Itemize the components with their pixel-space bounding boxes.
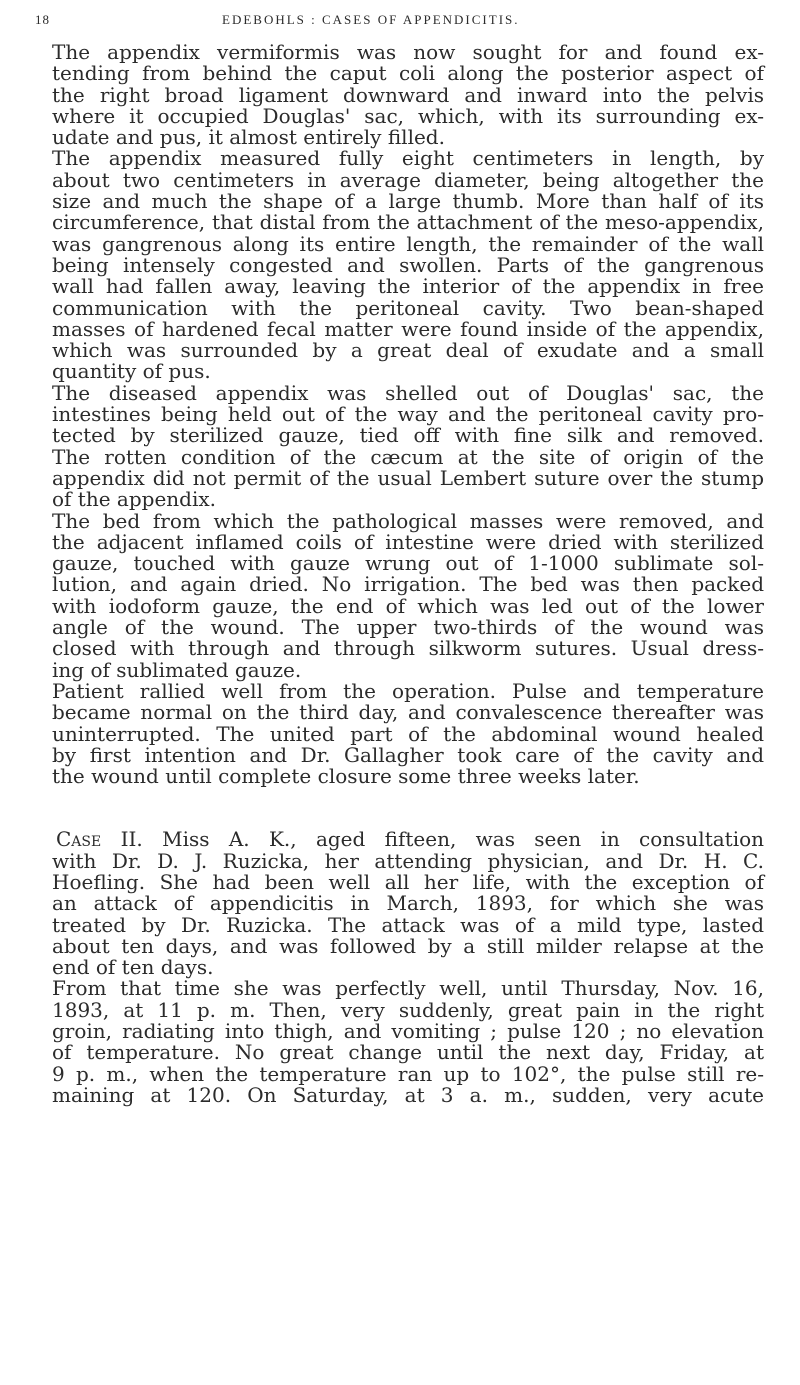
text-line: tected by sterilized gauze, tied off with fine silk and removed.	[52, 423, 764, 448]
text-line: the right broad ligament downward and inward into the pelvis	[52, 82, 764, 107]
paragraph	[52, 508, 764, 682]
text-line: circumference, that distal from the attachment of the meso-appendix,	[52, 210, 764, 235]
paragraph	[52, 829, 764, 978]
running-head: EDEBOHLS : CASES OF APPENDICITIS.	[222, 12, 520, 27]
text-line: of the appendix.	[52, 487, 216, 512]
text-line: 9 p. m., when the temperature ran up to 102°, the pulse still re-	[52, 1061, 764, 1086]
text-line: with iodoform gauze, the end of which was led out of the lower	[52, 593, 764, 618]
text-line: 1893, at 11 p. m. Then, very suddenly, great pain in the right	[52, 997, 764, 1022]
text-line: about two centimeters in average diameter, being altogether the	[52, 167, 764, 192]
paragraph	[52, 678, 764, 789]
case-ii-section	[52, 829, 764, 1106]
text-line: size and much the shape of a large thumb. More than half of its	[52, 189, 764, 214]
text-line: uninterrupted. The united part of the abdominal wound healed	[52, 721, 764, 746]
text-line: groin, radiating into thigh, and vomiting ; pulse 120 ; no elevation	[52, 1019, 764, 1044]
paragraph	[52, 978, 764, 1106]
text-line: The rotten condition of the cæcum at the site of origin of the	[52, 444, 764, 469]
page-header	[35, 12, 755, 32]
text-line: quantity of pus.	[52, 359, 211, 384]
text-line: Hoefling. She had been well all her life, with the exception of	[52, 869, 764, 894]
text-line: The appendix measured fully eight centimeters in length, by	[52, 146, 764, 171]
section-gap	[52, 787, 764, 829]
page-number: 18	[35, 12, 50, 27]
text-line: lution, and again dried. No irrigation. The bed was then packed	[52, 572, 764, 597]
text-line: became normal on the third day, and convalescence thereafter was	[52, 700, 764, 725]
text-line: The bed from which the pathological masses were removed, and	[52, 508, 764, 533]
text-line: ing of sublimated gauze.	[52, 657, 302, 682]
text-line: of temperature. No great change until the next day, Friday, at	[52, 1040, 764, 1065]
text-line: The appendix vermiformis was now sought for and found ex-	[52, 40, 764, 64]
text-line: the wound until complete closure some three weeks later.	[52, 764, 640, 789]
text-line: tending from behind the caput coli along the posterior aspect of	[52, 61, 764, 86]
text-line: where it occupied Douglas' sac, which, with its surrounding ex-	[52, 103, 764, 128]
text-line: gauze, touched with gauze wrung out of 1-1000 sublimate sol-	[52, 551, 764, 576]
text-line: which was surrounded by a great deal of exudate and a small	[52, 338, 764, 363]
text-line: treated by Dr. Ruzicka. The attack was of a mild type, lasted	[52, 912, 764, 937]
text-line: by first intention and Dr. Gallagher took care of the cavity and	[52, 742, 764, 767]
paragraph	[52, 380, 764, 512]
paragraph	[52, 148, 764, 382]
text-line: The diseased appendix was shelled out of Douglas' sac, the	[52, 380, 764, 405]
text-line: Patient rallied well from the operation. Pulse and temperature	[52, 678, 764, 703]
text-line: closed with through and through silkworm sutures. Usual dress-	[52, 636, 764, 661]
paragraph	[52, 42, 764, 148]
body-text	[52, 42, 764, 1106]
text-line: intestines being held out of the way and the peritoneal cavity pro-	[52, 402, 764, 427]
text-line: wall had fallen away, leaving the interior of the appendix in free	[52, 274, 764, 299]
case-numeral: II.	[120, 827, 143, 852]
text-line: about ten days, and was followed by a still milder relapse at the	[52, 933, 764, 958]
case-first-line: Miss A. K., aged fifteen, was seen in consultation	[162, 827, 765, 852]
text-line: the adjacent inflamed coils of intestine were dried with sterilized	[52, 529, 764, 554]
text-line: appendix did not permit of the usual Lembert suture over the stump	[52, 465, 764, 490]
text-line: masses of hardened fecal matter were found inside of the appendix,	[52, 316, 764, 341]
text-line: communication with the peritoneal cavity. Two bean-shaped	[52, 295, 764, 320]
text-line: an attack of appendicitis in March, 1893, for which she was	[52, 891, 764, 916]
text-line: was gangrenous along its entire length, the remainder of the wall	[52, 231, 764, 256]
text-line: udate and pus, it almost entirely filled.	[52, 125, 445, 150]
text-line: angle of the wound. The upper two-thirds of the wound was	[52, 615, 764, 640]
text-line: being intensely congested and swollen. Parts of the gangrenous	[52, 252, 764, 277]
case-label: Case	[56, 827, 102, 852]
text-line: From that time she was perfectly well, until Thursday, Nov. 16,	[52, 976, 764, 1001]
text-line: maining at 120. On Saturday, at 3 a. m., sudden, very acute	[52, 1082, 764, 1107]
text-line	[52, 829, 764, 850]
text-line: end of ten days.	[52, 955, 214, 980]
text-line: with Dr. D. J. Ruzicka, her attending physician, and Dr. H. C.	[52, 848, 764, 873]
